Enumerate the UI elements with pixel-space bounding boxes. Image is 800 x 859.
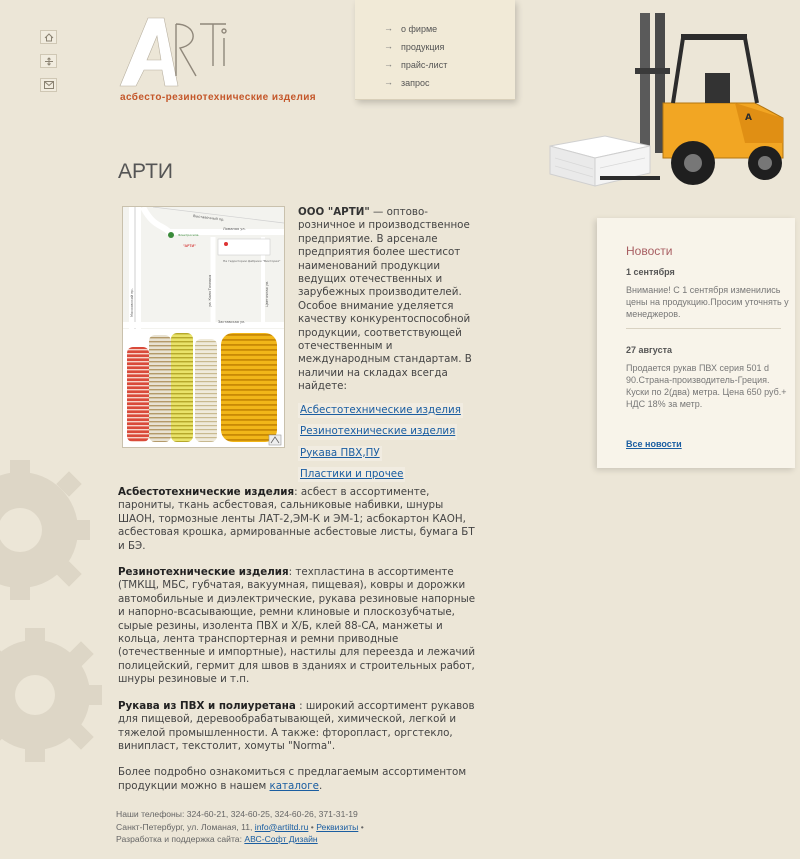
product-descriptions bbox=[118, 486, 483, 806]
footer-separator: • bbox=[310, 821, 314, 832]
hoses-photo bbox=[123, 329, 284, 447]
catalog-link[interactable]: каталоге bbox=[269, 779, 319, 792]
news-item bbox=[626, 344, 791, 410]
map-label-arti: "АРТИ" bbox=[183, 244, 196, 248]
news-text: Продается рукав ПВХ серия 501 d 90.Страна-производитель-Греция. Куски по 2(два) метра. Цена 650 руб.+ НДС 18% за метр. bbox=[626, 363, 787, 409]
news-date: 1 сентября bbox=[626, 267, 675, 277]
link-plastics[interactable]: Пластики и прочее bbox=[298, 467, 405, 482]
news-divider bbox=[626, 328, 781, 329]
link-asbestos-products[interactable]: Асбестотехнические изделия bbox=[298, 403, 463, 418]
asbestos-description bbox=[118, 486, 483, 553]
arrow-right-icon: → bbox=[384, 41, 393, 51]
menu-item-about[interactable]: → о фирме bbox=[384, 23, 438, 34]
footer-email-link[interactable]: info@artiltd.ru bbox=[254, 821, 309, 832]
news-title: Новости bbox=[626, 244, 673, 258]
gears-decoration bbox=[0, 440, 130, 770]
mail-icon[interactable] bbox=[40, 78, 57, 92]
map-street-6: Московский пр. bbox=[130, 288, 134, 317]
footer bbox=[116, 808, 536, 846]
footer-requisites-link[interactable]: Реквизиты bbox=[316, 821, 359, 832]
svg-text:A: A bbox=[745, 113, 752, 123]
main-menu bbox=[355, 0, 515, 100]
location-photo-box bbox=[122, 206, 285, 448]
rubber-text: : техпластина в ассортименте (ТМКЩ, МБС, губчатая, вакуумная, пищевая), ковры и дорожки автомобильные и диэлектрические, рукава резиновые напорные и напорно-всасывающие, ремни клиновые и плоскозубчатые, сырые резины, изолента ПВХ и Х/Б, клей 88-СА, манжеты и кольца, лента транспортерная и ремни приводные (отечественные и импортные), настилы для переезда и лежачий полицейский, гермит для швов в зданиях и строительных работ, шнуры резиновые и т.п. bbox=[118, 566, 476, 686]
news-panel bbox=[597, 218, 795, 468]
footer-support-line bbox=[116, 833, 536, 846]
all-news-link[interactable]: Все новости bbox=[626, 439, 682, 449]
utility-icons bbox=[40, 30, 60, 102]
rubber-heading: Резинотехнические изделия bbox=[118, 566, 289, 579]
menu-item-products[interactable]: → продукция bbox=[384, 41, 445, 52]
map-street-3: Заставская ул. bbox=[218, 320, 246, 324]
intro-paragraph bbox=[298, 206, 480, 394]
link-rubber-products[interactable]: Резинотехнические изделия bbox=[298, 424, 457, 439]
map-street-5: Цветочная ул. bbox=[265, 280, 269, 307]
link-pvc-hoses[interactable]: Рукава ПВХ,ПУ bbox=[298, 446, 382, 461]
footer-address-line bbox=[116, 821, 536, 834]
logo-tagline: асбесто-резинотехнические изделия bbox=[120, 92, 316, 103]
map-street-2: Ломаная ул. bbox=[223, 227, 246, 231]
news-date: 27 августа bbox=[626, 345, 672, 355]
map-street-1: Выставочный пр. bbox=[192, 214, 225, 222]
arrow-right-icon: → bbox=[384, 59, 393, 69]
location-map[interactable] bbox=[123, 207, 284, 329]
map-street-4: ул. Коли Томчака bbox=[208, 274, 212, 307]
news-item bbox=[626, 266, 791, 320]
sitemap-icon[interactable] bbox=[40, 54, 57, 68]
pvc-text: : широкий ассортимент рукавов для пищевой, деревообрабатывающей, химической, легкой и тяжелой промышленности. А также: фторопласт, оргстекло, винипласт, текстолит, хомуты "Norma". bbox=[118, 699, 475, 752]
company-name: ООО "АРТИ" bbox=[298, 206, 370, 218]
menu-item-pricelist[interactable]: → прайс-лист bbox=[384, 59, 448, 70]
intro-block bbox=[298, 206, 480, 488]
footer-support-text: Разработка и поддержка сайта: bbox=[116, 834, 242, 844]
asbestos-text: : асбест в ассортименте, парониты, ткань асбестовая, сальниковые набивки, шнуры ШАОН, тормозные ленты ЛАТ-2,ЭМ-К и ЭМ-1; асбокартон КАОН, асбестовая крошка, армированные асбестовые листы, бумага БТ и БЭ. bbox=[118, 486, 475, 552]
intro-text: — оптово-розничное и производственное предприятие. В арсенале предприятия более шестисот наименований продукции ведущих отечественных и зарубежных производителей. Особое внимание уделяется качеству конкурентоспособной продукции, соответствующей отечественным и международным стандартам. В наличии на складах всегда найдете: bbox=[298, 206, 472, 393]
arrow-right-icon: → bbox=[384, 23, 393, 33]
pvc-heading: Рукава из ПВХ и полиуретана bbox=[118, 699, 296, 712]
home-icon[interactable] bbox=[40, 30, 57, 44]
catalog-note-text: Более подробно ознакомиться с предлагаемым ассортиментом продукции можно в нашем bbox=[118, 766, 467, 792]
map-label-factory: На территории фабрики "Виктория" bbox=[223, 259, 281, 263]
category-links bbox=[298, 403, 480, 483]
catalog-note-end: . bbox=[318, 779, 323, 792]
footer-phones: Наши телефоны: 324-60-21, 324-60-25, 324-60-26, 371-31-19 bbox=[116, 809, 358, 819]
footer-address: Санкт-Петербург, ул. Ломаная, 11, bbox=[116, 821, 253, 832]
footer-separator: • bbox=[360, 821, 364, 832]
menu-item-request[interactable]: → запрос bbox=[384, 77, 430, 88]
forklift-image bbox=[545, 8, 795, 193]
news-text: Внимание! С 1 сентября изменились цены на продукцию.Просим уточнять у менеджеров. bbox=[626, 285, 789, 319]
rubber-description bbox=[118, 566, 483, 687]
catalog-note bbox=[118, 766, 483, 793]
arrow-right-icon: → bbox=[384, 77, 393, 87]
footer-developer-link[interactable]: АВС-Софт Дизайн bbox=[244, 834, 318, 844]
pvc-description bbox=[118, 700, 483, 754]
asbestos-heading: Асбестотехнические изделия bbox=[118, 486, 295, 498]
page-title: АРТИ bbox=[118, 160, 173, 183]
map-label-metro: Электросила bbox=[178, 233, 199, 237]
